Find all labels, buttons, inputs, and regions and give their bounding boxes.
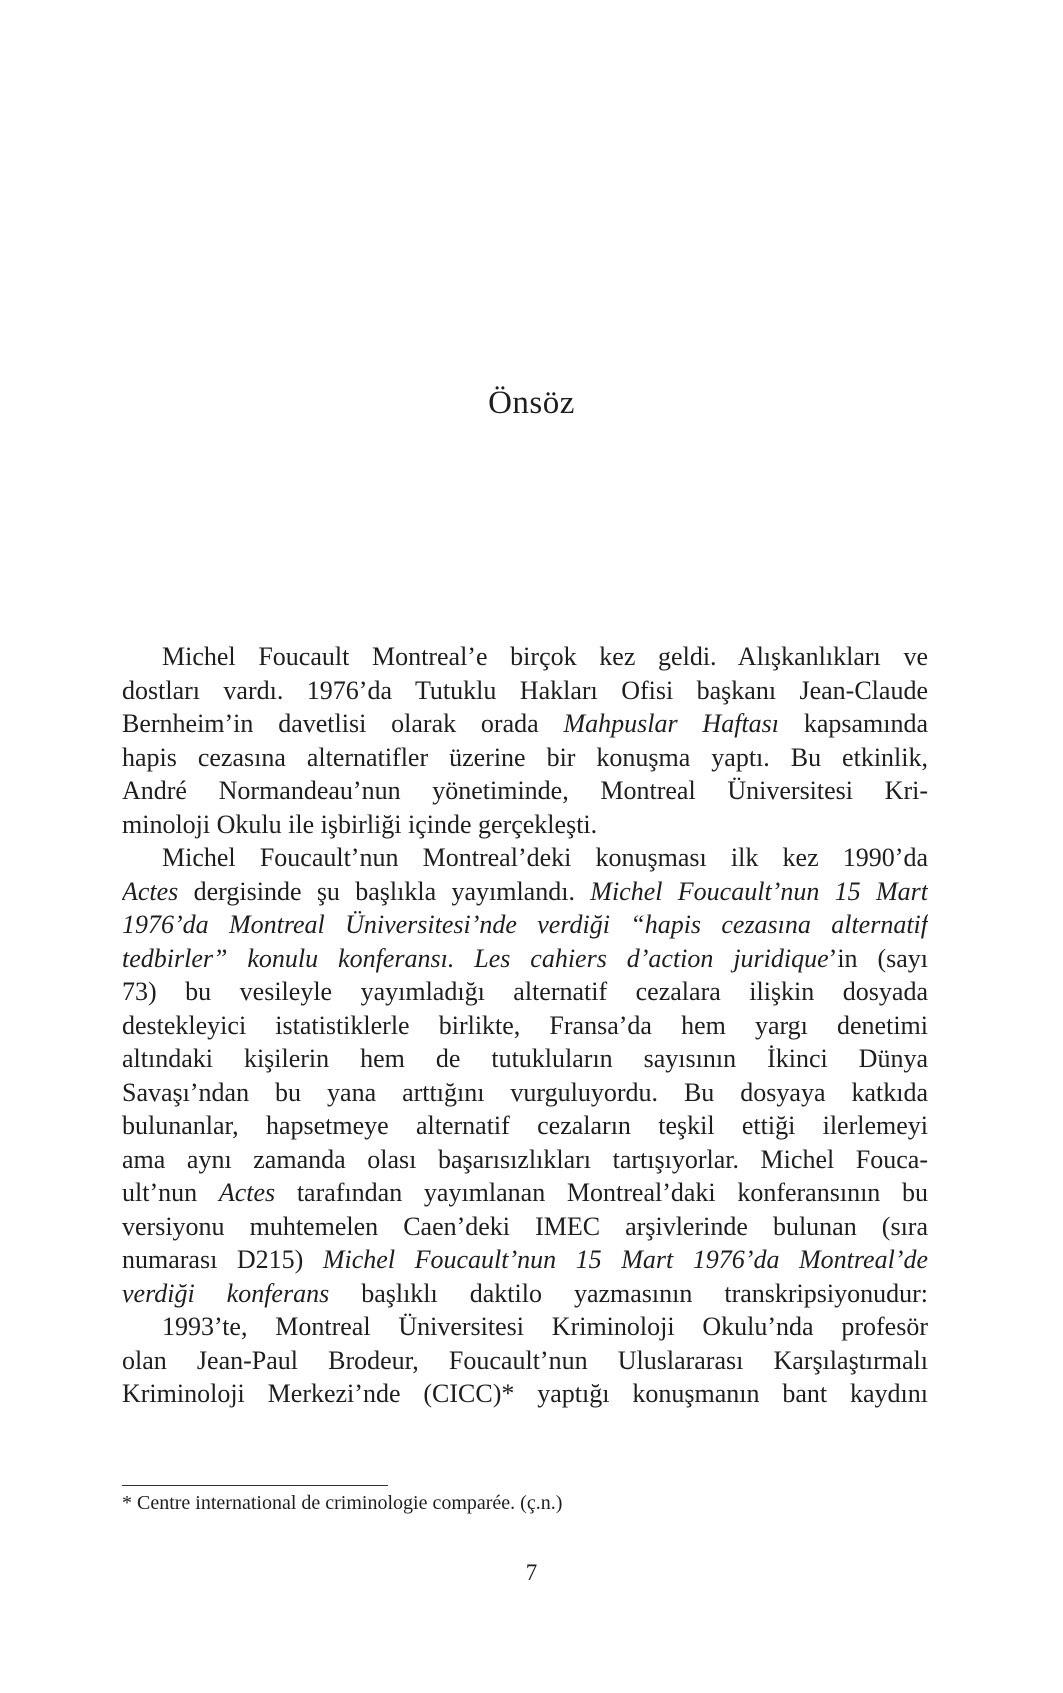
text-run: altındaki kişilerin hem de tutukluların sayısının İkinci Dünya bbox=[122, 1044, 928, 1073]
italic-text: tedbirler” konulu konferansı. Les cahiers d’action juridique bbox=[122, 943, 829, 973]
text-line bbox=[122, 1344, 928, 1378]
chapter-title: Önsöz bbox=[488, 385, 575, 421]
text-line bbox=[122, 1109, 928, 1143]
text-line bbox=[122, 1210, 928, 1244]
text-line bbox=[122, 1042, 928, 1076]
italic-text: Michel Foucault’nun 15 Mart 1976’da Montreal’de bbox=[322, 1245, 928, 1274]
text-line bbox=[122, 808, 928, 842]
text-run: Savaşı’ndan bu yana arttığını vurguluyordu. Bu dosyaya katkıda bbox=[122, 1077, 928, 1107]
text-run: tarafından yayımlanan Montreal’daki konferansının bu bbox=[275, 1178, 928, 1207]
text-line bbox=[122, 1377, 928, 1411]
text-run: numarası D215) bbox=[122, 1245, 323, 1274]
italic-text: Michel Foucault’nun 15 Mart bbox=[590, 876, 928, 906]
text-line bbox=[122, 1277, 928, 1311]
text-run: ult’nun bbox=[122, 1178, 219, 1207]
italic-text: Actes bbox=[122, 876, 179, 906]
footnote: * Centre international de criminologie comparée. (ç.n.) bbox=[122, 1492, 563, 1514]
text-run: hapis cezasına alternatifler üzerine bir konuşma yaptı. Bu etkinlik, bbox=[122, 742, 928, 772]
text-line bbox=[122, 707, 928, 741]
text-run: ’in (sayı bbox=[828, 943, 928, 973]
text-run: 73) bu vesileyle yayımladığı alternatif cezalara ilişkin dosyada bbox=[122, 977, 928, 1006]
text-line bbox=[122, 908, 928, 942]
text-run: Michel Foucault Montreal’e birçok kez geldi. Alışkanlıkları ve bbox=[162, 642, 928, 671]
text-run: versiyonu muhtemelen Caen’deki IMEC arşivlerinde bulunan (sıra bbox=[122, 1211, 928, 1241]
text-run: Michel Foucault’nun Montreal’deki konuşması ilk kez 1990’da bbox=[162, 843, 928, 872]
text-run: bulunanlar, hapsetmeye alternatif cezaların teşkil ettiği ilerlemeyi bbox=[122, 1111, 928, 1140]
text-run: ama aynı zamanda olası başarısızlıkları tartışıyorlar. Michel Fouca- bbox=[122, 1144, 928, 1174]
page-number: 7 bbox=[525, 1560, 538, 1585]
text-line bbox=[122, 1176, 928, 1210]
text-line bbox=[122, 942, 928, 976]
text-line bbox=[122, 741, 928, 775]
text-run: dergisinde şu başlıkla yayımlandı. bbox=[178, 876, 591, 906]
footnote-divider bbox=[122, 1485, 388, 1486]
text-run: Kriminoloji Merkezi’nde (CICC)* yaptığı konuşmanın bant kaydını bbox=[122, 1379, 928, 1408]
text-run: dostları vardı. 1976’da Tutuklu Hakları Ofisi başkanı Jean-Claude bbox=[122, 675, 928, 705]
text-line bbox=[122, 1076, 928, 1110]
italic-text: verdiği konferans bbox=[122, 1278, 330, 1308]
text-line bbox=[122, 1143, 928, 1177]
text-line bbox=[122, 774, 928, 808]
text-line bbox=[122, 975, 928, 1009]
italic-text: 1976’da Montreal Üniversitesi’nde verdiği “hapis cezasına alternatif bbox=[122, 910, 928, 939]
text-line bbox=[122, 875, 928, 909]
text-line bbox=[122, 640, 928, 674]
body-text bbox=[122, 640, 928, 1411]
text-run: André Normandeau’nun yönetiminde, Montreal Üniversitesi Kri- bbox=[122, 776, 928, 805]
text-line bbox=[122, 1243, 928, 1277]
text-line bbox=[122, 841, 928, 875]
text-run: Bernheim’in davetlisi olarak orada bbox=[122, 709, 564, 738]
text-run: kapsamında bbox=[779, 709, 928, 738]
text-run: başlıklı daktilo yazmasının transkripsiyonudur: bbox=[329, 1278, 928, 1308]
italic-text: Mahpuslar Haftası bbox=[563, 709, 779, 738]
text-run: 1993’te, Montreal Üniversitesi Kriminoloji Okulu’nda profesör bbox=[162, 1312, 928, 1341]
text-line bbox=[122, 674, 928, 708]
text-run: minoloji Okulu ile işbirliği içinde gerçekleşti. bbox=[122, 809, 598, 839]
text-run: olan Jean-Paul Brodeur, Foucault’nun Uluslararası Karşılaştırmalı bbox=[122, 1345, 928, 1375]
italic-text: Actes bbox=[218, 1178, 276, 1207]
text-line bbox=[122, 1009, 928, 1043]
text-line bbox=[122, 1310, 928, 1344]
text-run: destekleyici istatistiklerle birlikte, Fransa’da hem yargı denetimi bbox=[122, 1010, 928, 1040]
